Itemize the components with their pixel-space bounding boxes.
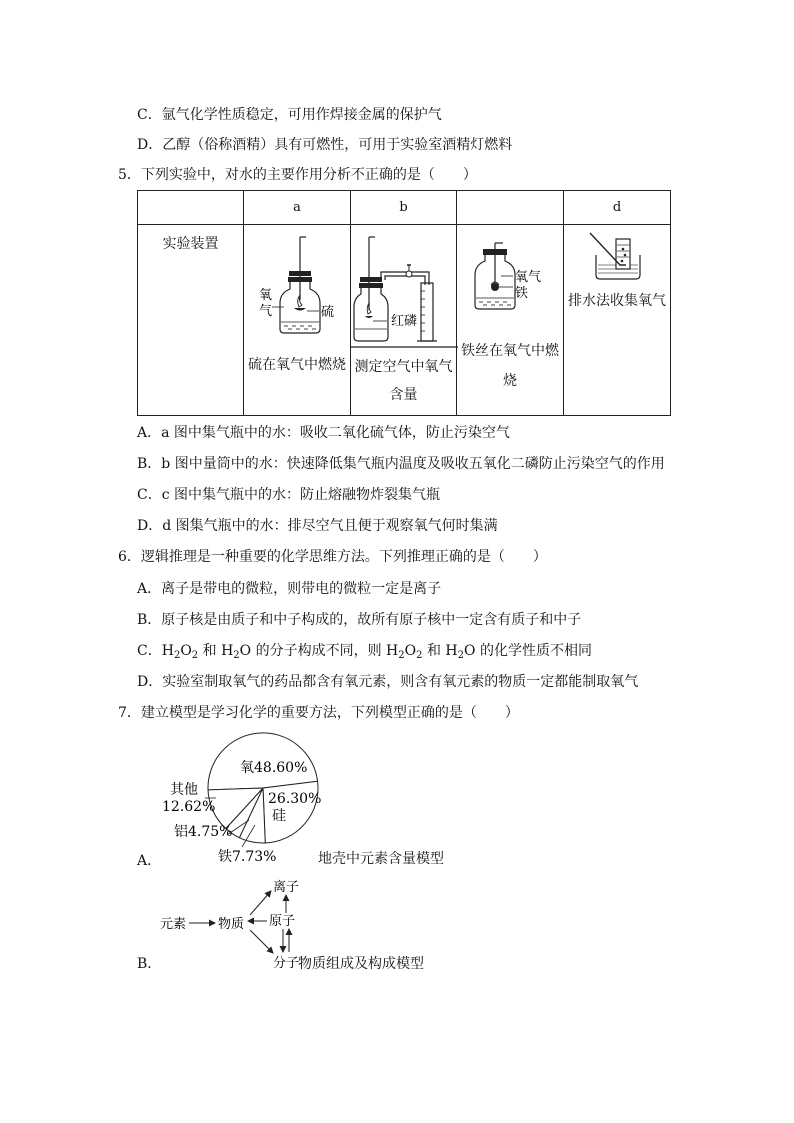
sulfur-combustion-diagram xyxy=(244,225,350,365)
model-atom: 原子 xyxy=(269,914,296,929)
q5-experiment-table xyxy=(137,190,671,416)
q5-option-d: D．d 图集气瓶中的水：排尽空气且便于观察氧气何时集满 xyxy=(137,518,498,534)
pie-label-iron: 铁7.73% xyxy=(218,849,277,865)
substance-model-diagram xyxy=(155,875,315,975)
label-oxygen-1: 氧 xyxy=(259,288,273,303)
q6-option-a: A．离子是带电的微粒，则带电的微粒一定是离子 xyxy=(137,581,442,597)
q4-option-c: C．氩气化学性质稳定，可用作焊接金属的保护气 xyxy=(137,107,442,123)
table-header-d: d xyxy=(564,191,671,225)
caption-b-line2: 含量 xyxy=(389,387,418,403)
q5-option-b: B．b 图中量筒中的水：快速降低集气瓶内温度及吸收五氧化二磷防止污染空气的作用 xyxy=(137,456,665,472)
row-label: 实验装置 xyxy=(162,236,219,252)
label-oxygen: 氧气 xyxy=(515,270,542,285)
q6-option-c: C．$H_2O_2$ 和 $H_2O$ 的分子构成不同，则 $H_2O_2$ 和 $H_2O$ 的化学性质不相同 xyxy=(137,643,592,661)
water-displacement-diagram xyxy=(564,225,671,285)
caption-d: 排水法收集氧气 xyxy=(568,293,666,309)
caption-c-line2: 烧 xyxy=(503,373,517,389)
label-red-phosphorus: 红磷 xyxy=(391,314,418,329)
model-substance: 物质 xyxy=(218,917,245,932)
caption-b-line1: 测定空气中氧气 xyxy=(354,359,453,375)
q7-option-a-caption: 地壳中元素含量模型 xyxy=(318,851,444,867)
q6-stem: 6．逻辑推理是一种重要的化学思维方法。下列推理正确的是（ ） xyxy=(118,549,547,565)
label-sulfur: 硫 xyxy=(321,305,335,320)
q5-option-c: C．c 图中集气瓶中的水：防止熔融物炸裂集气瓶 xyxy=(137,487,441,503)
table-header-b: b xyxy=(351,191,457,225)
label-iron: 铁 xyxy=(515,286,529,301)
caption-c-line1: 铁丝在氧气中燃 xyxy=(461,343,559,359)
table-header-empty xyxy=(138,191,244,225)
model-molecule: 分子 xyxy=(273,956,300,971)
apparatus-b xyxy=(351,225,456,415)
model-ion: 离子 xyxy=(273,880,300,895)
crust-element-pie-chart xyxy=(150,725,330,870)
pie-label-other-value: 12.62% xyxy=(162,799,216,815)
q7-option-b-caption: 物质组成及构成模型 xyxy=(298,956,424,972)
q7-option-a-letter: A． xyxy=(137,853,162,869)
pie-label-silicon-value: 26.30% xyxy=(268,791,322,807)
label-oxygen-2: 气 xyxy=(259,304,273,319)
pie-label-other-name: 其他 xyxy=(170,782,198,798)
apparatus-c xyxy=(457,225,563,415)
q7-option-b-letter: B． xyxy=(137,956,162,972)
q4-option-d: D．乙醇（俗称酒精）具有可燃性，可用于实验室酒精灯燃料 xyxy=(137,137,513,153)
table-header-a: a xyxy=(244,191,351,225)
apparatus-d xyxy=(564,225,670,415)
caption-a: 硫在氧气中燃烧 xyxy=(248,357,346,373)
pie-label-oxygen: 氧48.60% xyxy=(240,760,308,776)
apparatus-a xyxy=(244,225,350,415)
pie-label-aluminum: 铝4.75% xyxy=(174,824,233,840)
q7-stem: 7．建立模型是学习化学的重要方法，下列模型正确的是（ ） xyxy=(118,705,519,721)
table-header-c xyxy=(457,191,564,225)
q5-stem: 5．下列实验中，对水的主要作用分析不正确的是（ ） xyxy=(118,167,477,183)
pie-label-silicon-name: 硅 xyxy=(272,808,286,824)
model-element: 元素 xyxy=(160,917,187,932)
q6-option-b: B．原子核是由质子和中子构成的，故所有原子核中一定含有质子和中子 xyxy=(137,612,582,628)
q5-option-a: A．a 图中集气瓶中的水：吸收二氧化硫气体，防止污染空气 xyxy=(137,425,510,441)
q6-option-d: D．实验室制取氧气的药品都含有氧元素，则含有氧元素的物质一定都能制取氧气 xyxy=(137,674,639,690)
